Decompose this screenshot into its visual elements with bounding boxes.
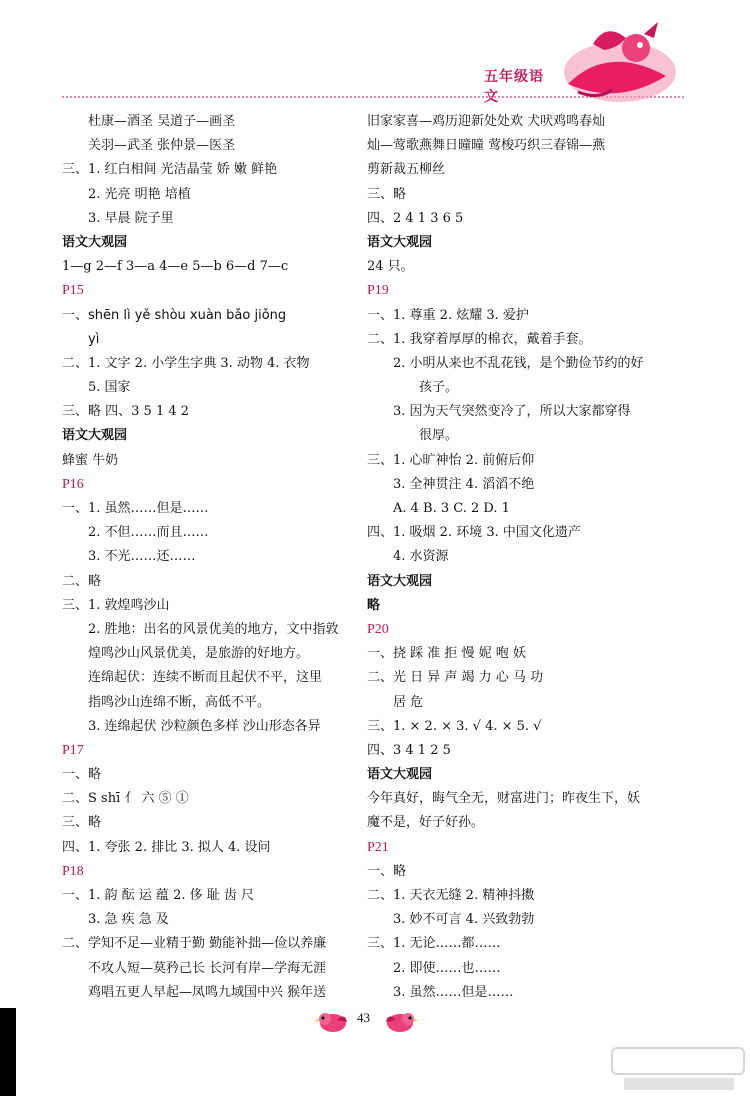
answer-line: 3. 不光……还…… [88,549,196,565]
answer-line: 一、挠 踩 准 拒 慢 妮 咆 妖 [367,646,526,662]
answer-line: 旧家家喜—鸡历迎新处处欢 犬吠鸡鸣春灿 [367,114,606,129]
answer-line: 1—g 2—f 3—a 4—e 5—b 6—d 7—c [62,259,289,275]
answer-line: A. 4 B. 3 C. 2 D. 1 [393,501,510,516]
answer-line: 鸡唱五更人早起—凤鸣九域国中兴 猴年送 [88,984,327,1000]
answer-line: 一、1. 尊重 2. 炫耀 3. 爱护 [367,307,529,323]
watermark-logo-icon [610,1046,746,1094]
answer-line: 3. 急 疾 急 及 [88,912,169,928]
section-heading: 语文大观园 [367,767,433,783]
page-reference: P20 [367,621,389,637]
dragon-logo-icon [548,14,678,109]
answer-line: 三、1. 心旷神怡 2. 前俯后仰 [367,452,535,468]
answer-line: 今年真好，晦气全无，财富进门；昨夜生下，妖 [367,791,641,807]
answer-line: 三、略 [367,186,407,202]
answer-line: 连绵起伏：连续不断而且起伏不平，这里 [88,670,323,686]
answer-line: 孩子。 [419,380,459,396]
answer-line: 三、1. 红白相间 光洁晶莹 娇 嫩 鲜艳 [62,162,278,178]
page-number: 43 [357,1010,370,1025]
section-heading: 语文大观园 [367,573,433,589]
page-reference: P16 [62,476,84,492]
section-heading: 语文大观园 [367,234,433,250]
answer-line: 四、1. 夸张 2. 排比 3. 拟人 4. 设问 [62,839,271,855]
bird-icon [384,1008,418,1034]
answer-line: 3. 早晨 院子里 [88,210,174,226]
answer-line: 煌鸣沙山风景优美，是旅游的好地方。 [88,646,310,662]
answer-line: 四、3 4 1 2 5 [367,742,451,758]
answer-line: 杜康—酒圣 吴道子—画圣 [88,114,236,129]
page-reference: P21 [367,839,389,855]
answer-line: 很厚。 [419,428,459,444]
answer-line: 3. 妙不可言 4. 兴致勃勃 [393,912,535,928]
answer-line: 一、略 [62,767,102,783]
answer-line: 2. 即使……也…… [393,960,501,976]
answer-line: 一、1. 虽然……但是…… [62,501,209,516]
section-heading: 语文大观园 [62,234,128,250]
answer-line: 2. 光亮 明艳 培植 [88,186,191,202]
page-reference: P17 [62,742,84,758]
page-reference: P19 [367,283,389,299]
answer-line: 二、1. 我穿着厚厚的棉衣，戴着手套。 [367,331,592,347]
answer-line: 3. 虽然……但是…… [393,984,514,1000]
answer-line: 3. 连绵起伏 沙粒颜色多样 沙山形态各异 [88,718,321,734]
page-reference: P18 [62,863,84,879]
answer-line: 三、1. 无论……都…… [367,936,501,952]
answer-line: 二、1. 文字 2. 小学生字典 3. 动物 4. 衣物 [62,355,310,371]
answer-line: 三、1. 敦煌鸣沙山 [62,597,170,613]
answer-line: 三、略 四、3 5 1 4 2 [62,404,190,420]
answer-line: 24 只。 [367,259,414,275]
answer-line: 灿—莺歌燕舞日曈曈 莺梭巧织三春锦—燕 [367,138,606,154]
answer-line: 2. 胜地：出名的风景优美的地方，文中指敦 [88,621,339,637]
answer-line: 5. 国家 [88,380,131,396]
answer-line: yì [88,331,100,347]
answer-line: 二、学知不足—业精于勤 勤能补拙—俭以养廉 [62,936,327,952]
answer-line: 蜂蜜 牛奶 [62,452,119,468]
answer-line: 2. 不但……而且…… [88,525,209,541]
answer-line: 三、略 [62,815,102,831]
answer-line: 二、略 [62,573,102,589]
answer-line: 一、shēn lì yě shòu xuàn bǎo jiǒng [62,307,287,323]
answer-column-left [62,110,362,1005]
answer-line: 指鸣沙山连绵不断，高低不平。 [88,694,271,710]
answer-line: 2. 小明从来也不乱花钱，是个勤俭节约的好 [393,355,644,371]
scan-edge [0,1008,16,1096]
answer-line: 不攻人短—莫矜己长 长河有岸—学海无涯 [88,960,327,976]
answer-line: 关羽—武圣 张仲景—医圣 [88,138,236,154]
bird-icon [315,1008,349,1034]
answer-line: 二、S shī 亻 六 ⑤ ① [62,791,189,807]
answer-line: 二、光 日 异 声 竭 力 心 马 功 [367,670,544,686]
page-reference: P15 [62,283,84,299]
answer-line: 3. 因为天气突然变冷了，所以大家都穿得 [393,404,631,420]
answer-line: 居 危 [393,694,424,710]
answer-line: 3. 全神贯注 4. 滔滔不绝 [393,476,535,492]
grade-label: 五年级语文 [484,69,544,105]
answer-line: 一、略 [367,863,407,879]
answer-line: 四、1. 吸烟 2. 环境 3. 中国文化遗产 [367,525,581,541]
answer-line: 剪新裁五柳丝 [367,162,446,178]
answer-line: 4. 水资源 [393,549,449,565]
answer-line: 一、1. 韵 酝 运 蕴 2. 侈 耻 齿 尺 [62,888,254,903]
answer-line: 魔不是，好子好孙。 [367,815,485,831]
answer-line: 二、1. 天衣无缝 2. 精神抖擞 [367,888,535,903]
answer-line: 四、2 4 1 3 6 5 [367,210,464,226]
section-heading: 略 [367,597,381,613]
section-heading: 语文大观园 [62,428,128,444]
answer-line: 三、1. × 2. × 3. √ 4. × 5. √ [367,718,542,734]
answer-column-right [367,110,667,1005]
